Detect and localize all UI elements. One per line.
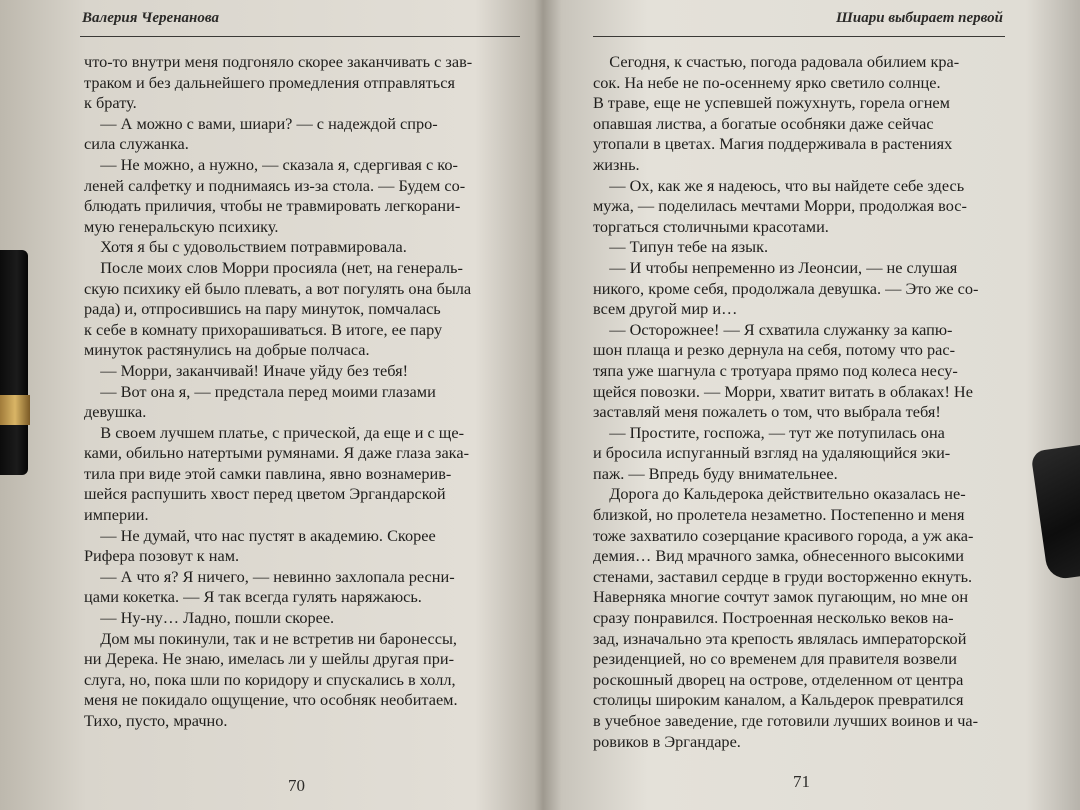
left-page-header: Валерия Черенанова	[82, 10, 219, 26]
text-line: паж. — Впредь буду внимательнее.	[593, 463, 838, 483]
left-page	[60, 0, 530, 810]
text-line: слуга, но, пока шли по коридору и спускались в холл,	[84, 669, 456, 689]
text-line: девушка.	[84, 402, 147, 422]
binder-clip-left	[0, 250, 28, 475]
text-line: что-то внутри меня подгоняло скорее заканчивать с зав-	[84, 52, 473, 71]
text-line: — И чтобы непременно из Леонсии, — не слушая	[593, 257, 958, 277]
text-line: мужа, — поделилась мечтами Морри, продолжая вос-	[593, 196, 967, 216]
text-line: леней салфетку и поднимаясь из-за стола. — Будем со-	[84, 175, 466, 195]
text-line: к себе в комнату прихорашиваться. В итоге, ее пару	[84, 319, 443, 339]
text-line: в учебное заведение, где готовили лучших воинов и ча-	[593, 711, 979, 730]
text-line: утопали в цветах. Магия поддерживала в растениях	[593, 134, 953, 154]
binder-clip-band	[0, 395, 30, 425]
text-line: тяпа уже шагнула с тротуара прямо под колеса несу-	[593, 360, 958, 380]
text-line: опавшая листва, а богатые особняки даже сейчас	[593, 113, 934, 133]
text-line: — Простите, госпожа, — тут же потупилась она	[593, 422, 945, 442]
text-line: Тихо, пусто, мрачно.	[84, 711, 228, 730]
text-line: роскошный дворец на острове, отделенном от центра	[593, 669, 964, 689]
left-page-number: 70	[288, 776, 305, 795]
text-line: ни Дерека. Не знаю, имелась ли у шейлы другая при-	[84, 649, 455, 669]
text-line: Наверняка многие сочтут замок пугающим, но мне он	[593, 587, 969, 607]
text-line: ками, обильно натертыми румянами. Я даже глаза зака-	[84, 443, 469, 463]
text-line: никого, кроме себя, продолжала девушка. — Это же со-	[593, 278, 979, 298]
text-line: В траве, еще не успевшей пожухнуть, горела огнем	[593, 93, 950, 113]
text-line: Дорога до Кальдерока действительно оказалась не-	[593, 484, 966, 504]
text-line: минуток растянулись на добрые полчаса.	[84, 340, 370, 360]
right-page-body	[593, 52, 1005, 752]
text-line: скую психику ей было плевать, а вот погулять она была	[84, 278, 472, 298]
text-line: — Ну-ну… Ладно, пошли скорее.	[84, 608, 335, 628]
text-line: шон плаща и резко дернула на себя, потому что рас-	[593, 340, 956, 360]
text-line: зад, изначально эта крепость являлась императорской	[593, 628, 967, 648]
text-line: траком и без дальнейшего промедления отправляться	[84, 72, 455, 92]
text-line: Хотя я бы с удовольствием потравмировала.	[84, 237, 407, 257]
text-line: тила при виде этой самки павлина, явно вознамерив-	[84, 463, 452, 483]
text-line: резиденцией, но со временем для правителя возвели	[593, 649, 957, 669]
text-line: — Вот она я, — предстала перед моими глазами	[84, 381, 436, 401]
text-line: — Не думай, что нас пустят в академию. Скорее	[84, 525, 436, 545]
text-line: — Не можно, а нужно, — сказала я, сдергивая с ко-	[84, 154, 458, 174]
text-line: — Морри, заканчивай! Иначе уйду без тебя!	[84, 360, 409, 380]
text-line: шейся распушить хвост перед цветом Эргандарской	[84, 484, 446, 504]
header-rule	[80, 36, 520, 37]
text-line: сок. На небе не по-осеннему ярко светило солнце.	[593, 72, 941, 92]
text-line: торгаться столичными красотами.	[593, 216, 829, 236]
text-line: цами кокетка. — Я так всегда гулять наряжаюсь.	[84, 587, 422, 607]
text-line: столицы широким каналом, а Кальдерок превратился	[593, 690, 964, 710]
text-line: В своем лучшем платье, с прической, да еще и с ще-	[84, 422, 464, 442]
text-line: — А можно с вами, шиари? — с надеждой спро-	[84, 113, 438, 133]
text-line: империи.	[84, 505, 149, 525]
text-line: сразу понравился. Построенная несколько веков на-	[593, 608, 954, 628]
text-line: сила служанка.	[84, 134, 189, 154]
text-line: тоже захватило созерцание красивого города, а уж ака-	[593, 525, 974, 545]
right-page	[585, 0, 1025, 810]
text-line: Рифера позовут к нам.	[84, 546, 240, 566]
text-line: — А что я? Я ничего, — невинно захлопала ресни-	[84, 566, 455, 586]
text-line: близкой, но пролетела незаметно. Постепенно и меня	[593, 505, 965, 525]
left-page-body	[84, 52, 514, 732]
binder-clip-right	[1030, 445, 1080, 581]
text-line: меня не покидало ощущение, что особняк необитаем.	[84, 690, 458, 710]
text-line: стенами, заставил сердце в груди восторженно екнуть.	[593, 566, 973, 586]
right-page-number: 71	[793, 772, 810, 791]
text-line: рада) и, отпросившись на пару минуток, помчалась	[84, 299, 441, 319]
text-line: мую генеральскую психику.	[84, 216, 279, 236]
text-line: щейся повозки. — Морри, хватит витать в облаках! Не	[593, 381, 973, 401]
text-line: и бросила испуганный взгляд на удаляющийся эки-	[593, 443, 951, 463]
text-line: После моих слов Морри просияла (нет, на генераль-	[84, 257, 463, 277]
text-line: демия… Вид мрачного замка, обнесенного высокими	[593, 546, 964, 566]
text-line: Сегодня, к счастью, погода радовала обилием кра-	[593, 52, 960, 71]
text-line: блюдать приличия, чтобы не травмировать легкорани-	[84, 196, 461, 216]
text-line: — Типун тебе на язык.	[593, 237, 769, 257]
right-page-header: Шиари выбирает первой	[836, 10, 1003, 26]
header-rule	[593, 36, 1005, 37]
text-line: ровиков в Эргандаре.	[593, 731, 741, 751]
text-line: заставляй меня пожалеть о том, что выбрала тебя!	[593, 402, 941, 422]
text-line: к брату.	[84, 93, 137, 113]
text-line: всем другой мир и…	[593, 299, 738, 319]
text-line: жизнь.	[593, 154, 640, 174]
text-line: — Осторожнее! — Я схватила служанку за капю-	[593, 319, 953, 339]
text-line: Дом мы покинули, так и не встретив ни баронессы,	[84, 628, 457, 648]
text-line: — Ох, как же я надеюсь, что вы найдете себе здесь	[593, 175, 965, 195]
